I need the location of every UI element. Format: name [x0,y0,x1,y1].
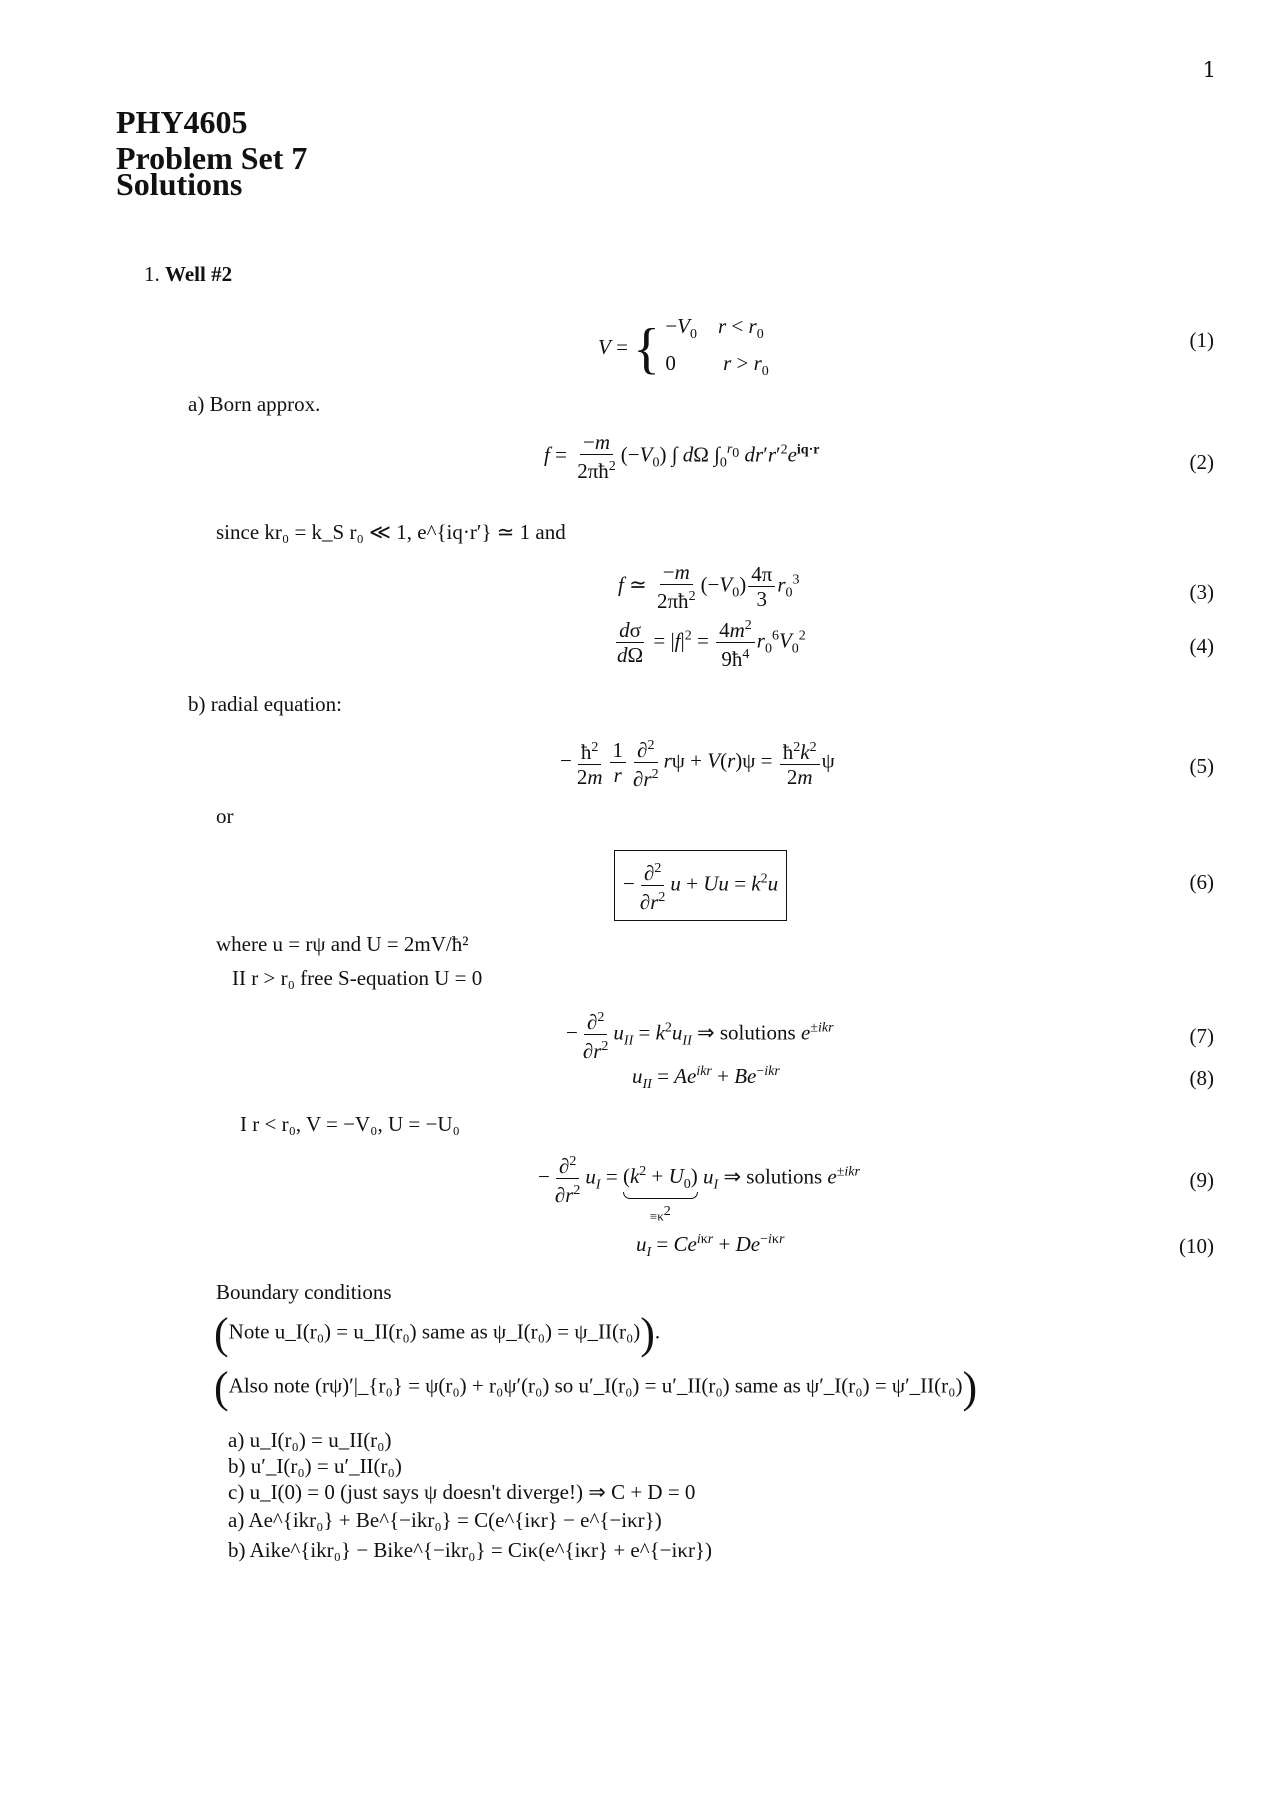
where-text: where u = rψ and U = 2mV/ħ² [216,932,469,956]
equation-7: − $\frac{\partial^2}{\partial r^2}$ $u_{II} = k^2u_{II}$ ⇒ solutions $e^{\pm ikr}$ [566,1006,834,1063]
equation-number: (10) [1179,1234,1214,1258]
born-approx-label: a) Born approx. [188,392,321,416]
note-1-text: Note u_I(r₀) = u_II(r₀) same as ψ_I(r₀) = ψ_II(r₀) [228,1319,641,1344]
note-2-text: Also note (rψ)′|_{r₀} = ψ(r₀) + r₀ψ′(r₀) so u′_I(r₀) = u′_II(r₀) same as ψ′_I(r₀) = ψ′_II(r₀) [228,1373,963,1398]
problem-number: 1. [144,262,160,286]
note-1: (Note u_I(r₀) = u_II(r₀) same as ψ_I(r₀) = ψ_II(r₀)). [214,1309,661,1358]
page-number: 1 [1202,58,1216,82]
equation-number: (2) [1189,450,1214,474]
problem-heading [144,262,232,287]
equation-6-boxed: − $\frac{\partial^2}{\partial r^2}$ $u + Uu = k^2u$ [614,850,787,921]
document-title [116,104,307,202]
condition-b: b) u′_I(r₀) = u′_II(r₀) [228,1454,402,1478]
boundary-conditions-heading: Boundary conditions [216,1280,392,1304]
equation-number: (5) [1189,754,1214,778]
subtitle: Solutions [116,166,243,202]
course-code: PHY4605 [116,104,248,140]
equation-2: f = $\frac{-m}{2\pi ħ^2}$ $(-V_0)$ ∫ dΩ $\int_0^{r_0}$ $dr'r'^2e^{iq\cdot r}$ [544,430,820,483]
equation-9: − $\frac{\partial^2}{\partial r^2}$ $u_I = (k^2 + U_0)$ $\equiv\kappa^2$ $u_I$ ⇒ solutions $e^{\pm ikr}$ [538,1150,860,1207]
equation-1: V = { $-V_0$ $r < r_0$ 0 $r > r_0$ [598,314,769,381]
problem-set-title: Problem Set 7 [116,140,308,176]
equation-5: − $\frac{ħ^2}{2m}$ $\frac{1}{r}$ $\frac{\partial^2}{\partial r^2}$ rψ + V(r)ψ = $\frac{ħ^2k^2}{2m}$ ψ [560,734,835,791]
equation-number: (9) [1189,1168,1214,1192]
since-text: since kr₀ = k_S r₀ ≪ 1, e^{iq·r′} ≃ 1 and [216,520,566,544]
problem-title: Well #2 [165,262,233,286]
equation-number: (7) [1189,1024,1214,1048]
region-two-text: II r > r₀ free S-equation U = 0 [232,966,483,990]
equation-10: $u_I = Ce^{i\kappa r} + De^{-i\kappa r}$ [636,1232,785,1261]
region-one-text: I r < r₀, V = −V₀, U = −U₀ [240,1112,460,1136]
equation-number: (3) [1189,580,1214,604]
condition-a: a) u_I(r₀) = u_II(r₀) [228,1428,392,1452]
equation-number: (8) [1189,1066,1214,1090]
note-2: (Also note (rψ)′|_{r₀} = ψ(r₀) + r₀ψ′(r₀) so u′_I(r₀) = u′_II(r₀) same as ψ′_I(r₀) = ψ′_II(r₀)) [214,1363,978,1412]
equation-3: f ≃ $\frac{-m}{2\pi ħ^2}$ $(-V_0)$ $\frac{4\pi}{3}$ $r_0^3$ [618,560,800,613]
equation-8: $u_{II} = Ae^{ikr} + Be^{-ikr}$ [632,1064,780,1093]
condition-c: c) u_I(0) = 0 (just says ψ doesn't diverge!) ⇒ C + D = 0 [228,1480,696,1504]
equation-4: $\frac{d\sigma}{d\Omega}$ = $|f|^2$ = $\frac{4m^2}{9ħ^4}$ $r_0^6V_0^2$ [612,614,806,671]
equation-number: (6) [1189,870,1214,894]
condition-a-applied: a) Ae^{ikr₀} + Be^{−ikr₀} = C(e^{iκr} − e^{−iκr}) [228,1508,662,1532]
radial-equation-label: b) radial equation: [188,692,342,716]
condition-b-applied: b) Aike^{ikr₀} − Bike^{−ikr₀} = Ciκ(e^{iκr} + e^{−iκr}) [228,1538,713,1562]
equation-number: (1) [1189,328,1214,352]
or-text: or [216,804,234,828]
equation-number: (4) [1189,634,1214,658]
